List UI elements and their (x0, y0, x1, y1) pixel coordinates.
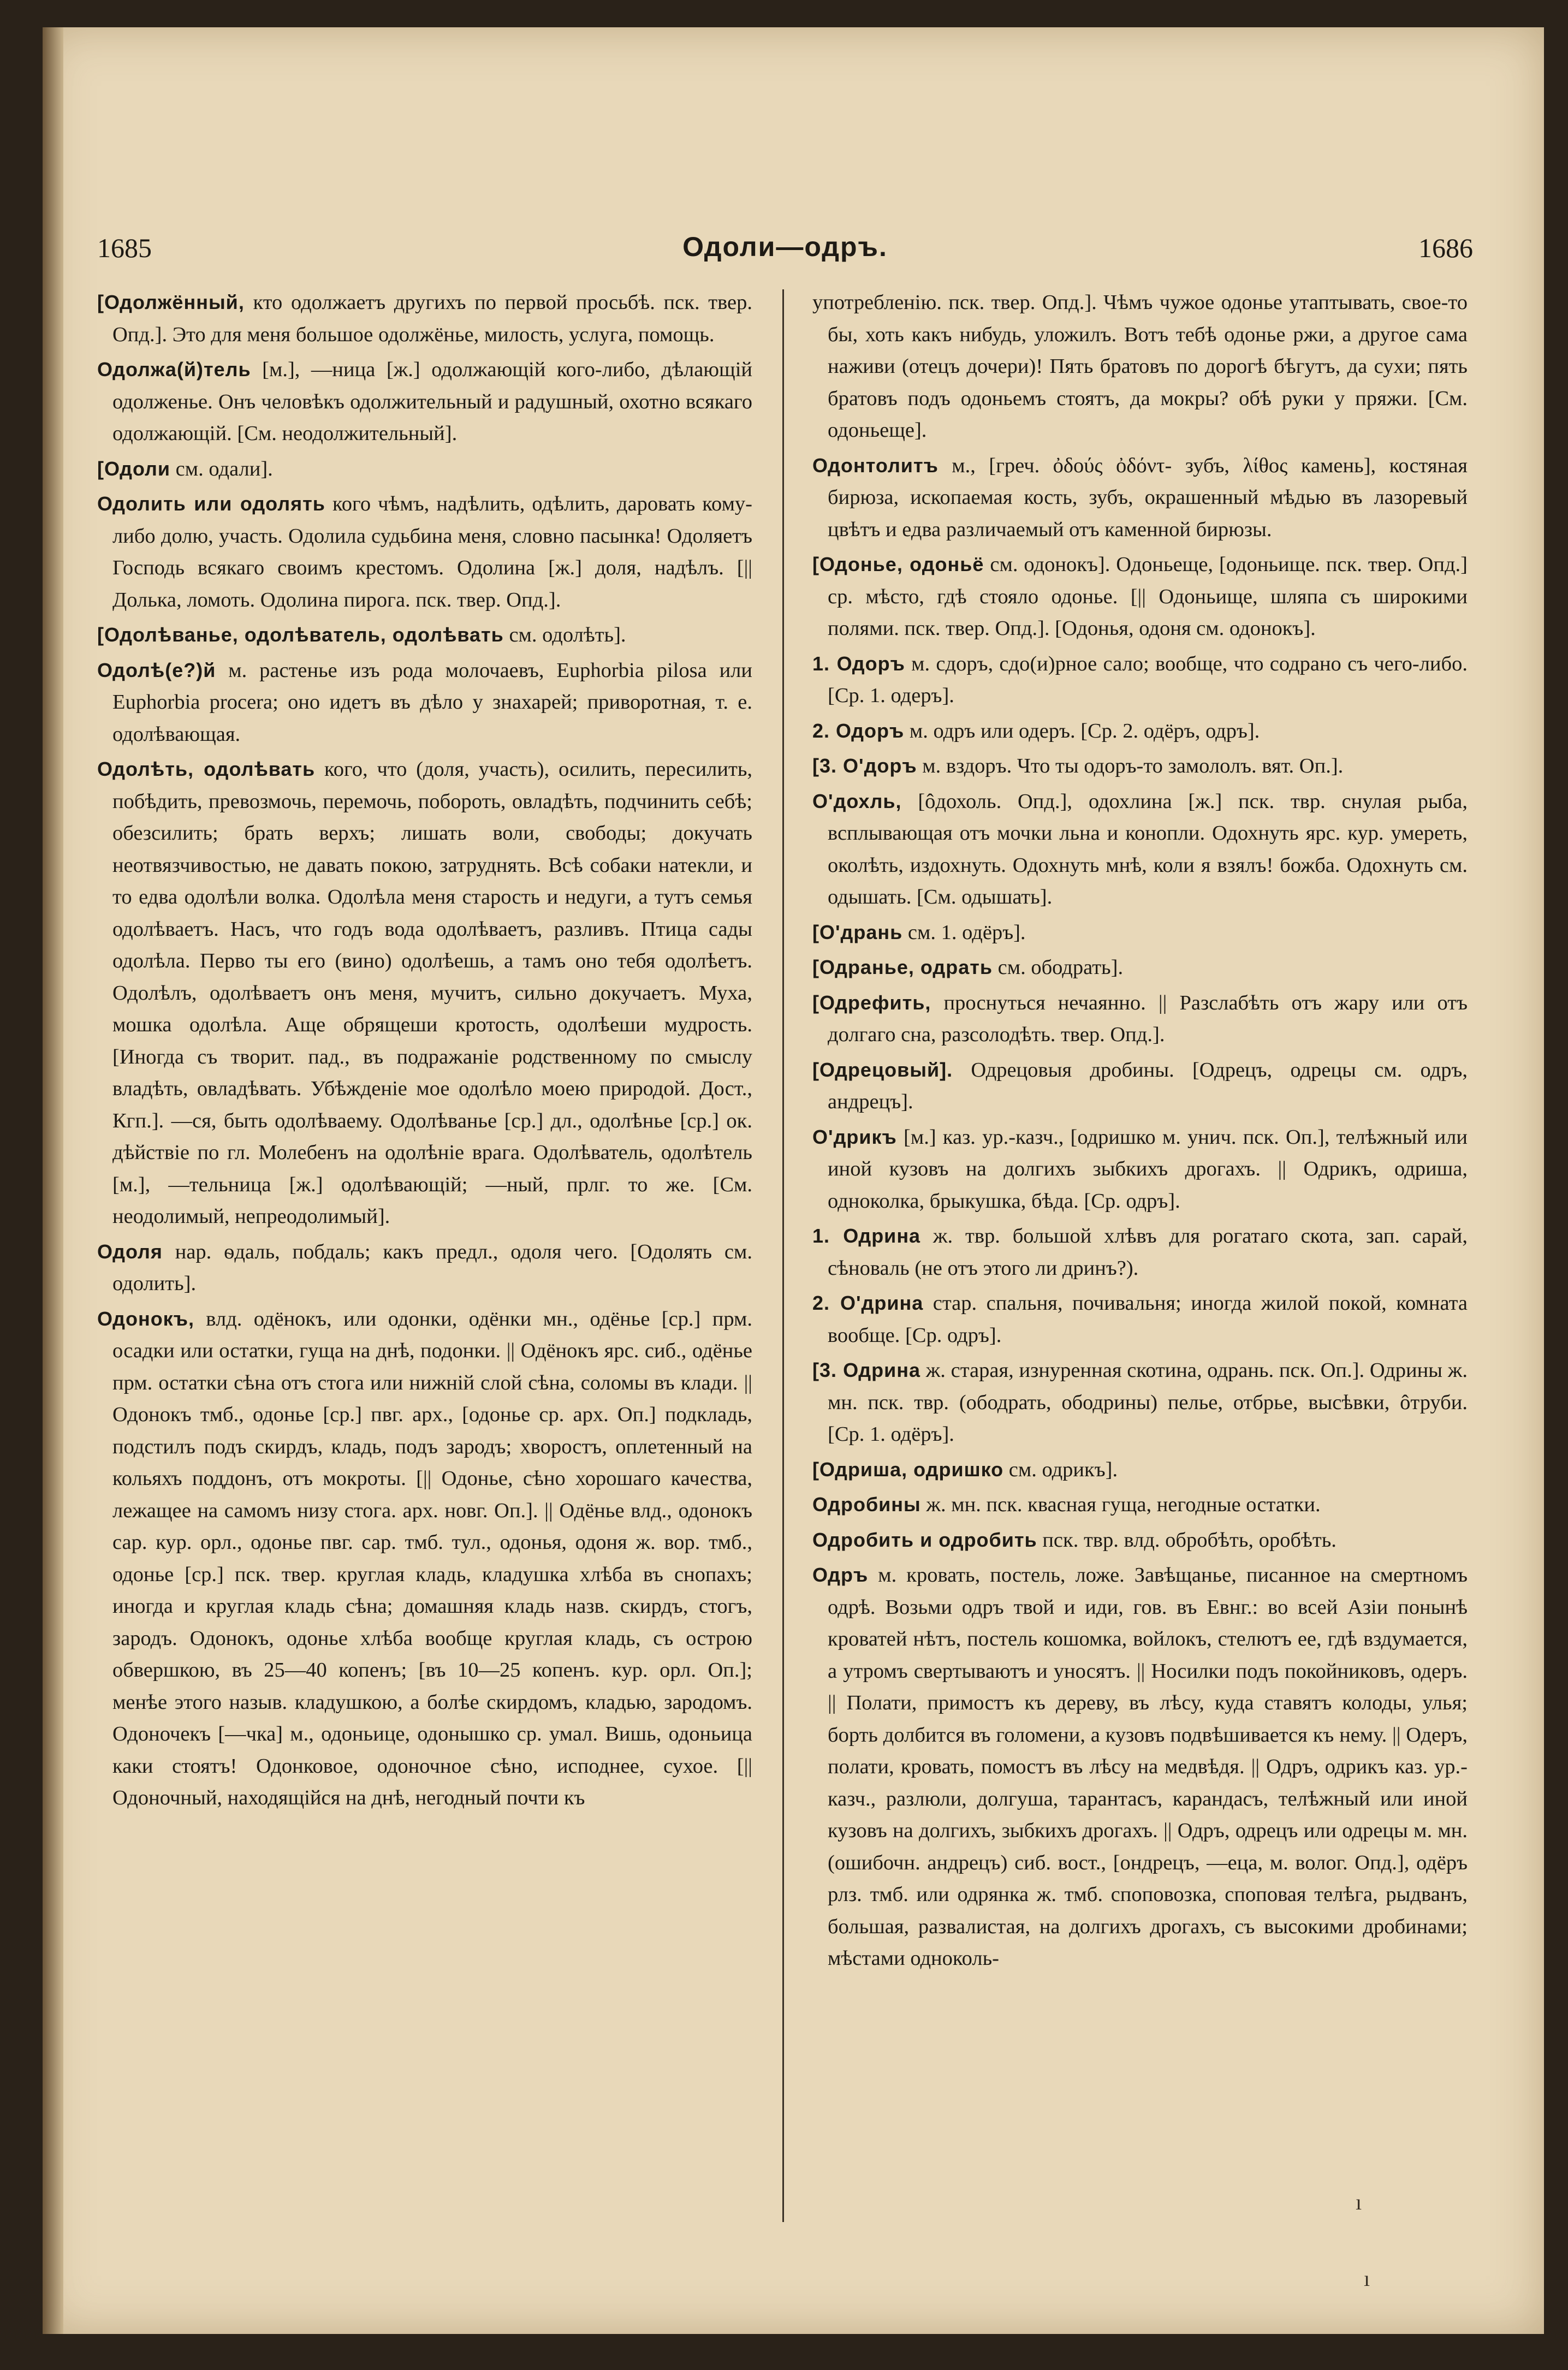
entry-definition: кого чѣмъ, надѣлить, одѣлить, даровать кому-либо долю, участь. Одолила судьбина меня, словно пасынка! Одоляетъ Господь всякаго своимъ крестомъ. Одолина [ж.] доля, надѣлъ. [||Долька, ломоть. Одолина пирога. пск. твер. Опд.]. (112, 492, 752, 611)
book-spine-shadow (43, 27, 63, 2334)
dictionary-entry (812, 715, 1468, 747)
page-header (97, 216, 1473, 276)
dictionary-entry (97, 619, 752, 651)
entry-headword: [Одранье, одрать (812, 956, 993, 978)
margin-mark: ı (1356, 2190, 1362, 2214)
left-column (97, 287, 752, 2230)
dictionary-entry (812, 648, 1468, 712)
entry-headword: 1. Одрина (812, 1225, 921, 1247)
entry-definition: [ôдохоль. Опд.], одохлина [ж.] пск. твр. снулая рыба, всплывающая отъ мочки льна и конопли. Одохнуть ярс. кур. умереть, околѣть, издохнуть. Одохнуть мнѣ, коли я взялъ! божба. Одохнуть см. одышать. [См. одышать]. (828, 789, 1468, 908)
entry-definition: см. одонокъ]. Одоньеще, [одоньище. пск. твер. Опд.] ср. мѣсто, гдѣ стояло одонье. [|| Одоньище, шляпа съ широкими полями. пск. твер. Опд.]. [Одонья, одоня см. одонокъ]. (828, 553, 1468, 640)
entry-headword: Одробины (812, 1493, 921, 1516)
dictionary-entry (812, 450, 1468, 546)
entry-definition: ж. мн. пск. квасная гуща, негодные остатки. (920, 1493, 1321, 1516)
entry-definition: см. одолѣть]. (503, 623, 626, 646)
dictionary-entry (97, 287, 752, 351)
margin-mark: ı (1364, 2266, 1370, 2291)
entry-definition: [м.] каз. ур.-казч., [одришко м. унич. пск. Оп.], телѣжный или иной кузовъ на долгихъ зыбкихъ дрогахъ. || Одрикъ, одриша, одноколка, брыкушка, бѣда. [Ср. одръ]. (828, 1125, 1468, 1213)
dictionary-entry (97, 453, 752, 485)
dictionary-entry (97, 753, 752, 1233)
dictionary-page (43, 27, 1544, 2334)
entry-definition: см. одали]. (170, 457, 273, 480)
entry-headword: [Одолѣванье, одолѣватель, одолѣвать (97, 623, 504, 646)
left-page-number: 1685 (97, 233, 152, 263)
entry-definition: ж. старая, изнуренная скотина, одрань. пск. Оп.]. Одрины ж. мн. пск. твр. (ободрать, ободрины) пелье, отбрье, высѣвки, ôтруби. [Ср. 1. одёръ]. (828, 1359, 1468, 1446)
entry-headword: [3. О'доръ (812, 755, 917, 777)
entry-definition: кто одолжаетъ другихъ по первой просьбѣ. пск. твер. Опд.]. Это для меня большое одолжёнье, милость, услуга, помощь. (112, 291, 752, 346)
right-page-number: 1686 (1418, 233, 1473, 263)
column-divider (782, 289, 784, 2222)
dictionary-entry (97, 1236, 752, 1300)
dictionary-entry (812, 987, 1468, 1051)
entry-definition: [м.], —ница [ж.] одолжающій кого-либо, дѣлающій одолженье. Онъ человѣкъ одолжительный и радушный, охотно всякаго одолжающій. [См. неодолжительный]. (112, 358, 752, 445)
entry-definition: нар. ѳдаль, побдаль; какъ предл., одоля чего. [Одолять см. одолить]. (112, 1240, 752, 1295)
entry-definition: Одрецовыя дробины. [Одрецъ, одрецы см. одръ, андрецъ]. (828, 1058, 1468, 1113)
running-head: Одоли—одръ. (682, 231, 888, 262)
entry-definition: см. ободрать]. (993, 956, 1124, 979)
entry-definition: пск. твр. влд. обробѣть, оробѣть. (1037, 1528, 1337, 1552)
entry-headword: Одонтолитъ (812, 454, 939, 477)
dictionary-entry (97, 1303, 752, 1814)
entry-headword: [Одонье, одоньё (812, 553, 984, 575)
dictionary-entry (97, 488, 752, 616)
right-column (812, 287, 1468, 2230)
entry-headword: [Одолжённый, (97, 291, 245, 313)
dictionary-entry (812, 287, 1468, 447)
dictionary-entry (812, 1489, 1468, 1521)
entry-definition: м. одръ или одеръ. [Ср. 2. одёръ, одръ]. (904, 719, 1260, 743)
dictionary-entry (812, 1220, 1468, 1284)
entry-headword: О'дохль, (812, 789, 902, 812)
dictionary-entry (812, 786, 1468, 913)
entry-headword: О'дрикъ (812, 1125, 897, 1148)
entry-headword: [Одрецовый]. (812, 1058, 953, 1081)
entry-headword: 2. О'дрина (812, 1292, 924, 1314)
entry-definition: м. вздоръ. Что ты одоръ-то замололъ. вят. Оп.]. (917, 755, 1344, 777)
entry-definition: стар. спальня, почивальня; иногда жилой покой, комната вообще. [Ср. одръ]. (828, 1292, 1468, 1347)
entry-headword: [3. Одрина (812, 1359, 920, 1381)
entry-definition: м., [греч. ὀδούς ὀδόντ- зубъ, λίθος камень], костяная бирюза, ископаемая кость, зубъ, окрашенный мѣдью въ лазоревый цвѣтъ и едва различаемый отъ каменной бирюзы. (828, 454, 1468, 541)
dictionary-entry (812, 549, 1468, 645)
entry-headword: 2. Одоръ (812, 719, 905, 742)
entry-definition: влд. одёнокъ, или одонки, одёнки мн., одёнье [ср.] прм. осадки или остатки, гуща на днѣ, подонки. || Одёнокъ ярс. сиб., одёнье прм. остатки сѣна отъ стога или нижній слой сѣна, соломы въ клади. || Одонокъ тмб., одонье [ср.] пвг. арх., [одонье ср. арх. Оп.] подкладь, подстилъ подъ скирдъ, кладь, подъ зародъ; хворостъ, оплетенный на кольяхъ поддонъ, отъ мокроты. [|| Одонье, сѣно хорошаго качества, лежащее на самомъ низу стога. арх. новг. Оп.]. || Одёнье влд., одонокъ сар. кур. орл., одонье пвг. сар. тмб. тул., одонья, одоня ж. вор. тмб., одонье [ср.] пск. твер. круглая кладь, кладушка хлѣба въ снопахъ; иногда и круглая кладь сѣна; домашняя кладь назв. скирдъ, стогъ, зародъ. Одонокъ, одонье хлѣба вообще круглая кладь, съ острою обвершкою, въ 25—40 копенъ; [въ 10—25 копенъ. кур. орл. Оп.]; менѣе этого назыв. кладушкою, а болѣе скирдомъ, кладью, зародомъ. Одоночекъ [—чка] м., одоньице, одонышко ср. умал. Вишь, одоньица каки стоятъ! Одонковое, одоночное сѣно, исподнее, сухое. [|| Одоночный, находящійся на днѣ, негодный почти къ (112, 1307, 752, 1809)
dictionary-entry (812, 1355, 1468, 1451)
entry-headword: Одолжа(й)тель (97, 358, 251, 381)
entry-definition: м. растенье изъ рода молочаевъ, Euphorbia pilosa или Euphorbia procera; оно идетъ въ дѣло у знахарей; приворотная, т. е. одолѣвающая. (112, 658, 752, 746)
dictionary-entry (812, 917, 1468, 949)
entry-headword: [О'дрань (812, 920, 903, 943)
dictionary-entry (812, 1054, 1468, 1118)
entry-definition: см. одрикъ]. (1003, 1458, 1118, 1481)
entry-headword: [Одоли (97, 457, 171, 480)
entry-headword: Одолить или одолять (97, 492, 325, 515)
entry-definition: м. сдоръ, сдо(и)рное сало; вообще, что содрано съ чего-либо. [Ср. 1. одеръ]. (828, 652, 1468, 707)
entry-headword: [Одриша, одришко (812, 1458, 1004, 1481)
entry-headword: Одръ (812, 1564, 869, 1586)
entry-definition: употребленію. пск. твер. Опд.]. Чѣмъ чужое одонье утаптывать, свое-то бы, хоть какъ нибудь, уложилъ. Вотъ тебѣ одонье ржи, а другое сама наживи (отецъ дочери)! Пять братовъ по дорогѣ бѣгутъ, да сухи; пять братовъ подъ одоньемъ стоятъ, да мокры? обѣ руки у пряжи. [См. одоньеще]. (812, 291, 1468, 442)
entry-headword: Одолѣ(е?)й (97, 658, 216, 681)
entry-headword: Одробить и одробить (812, 1528, 1037, 1551)
dictionary-entry (97, 655, 752, 751)
dictionary-entry (812, 1121, 1468, 1217)
dictionary-entry (97, 354, 752, 450)
entry-definition: ж. твр. большой хлѣвъ для рогатаго скота, зап. сарай, сѣноваль (не отъ этого ли дринъ?). (828, 1225, 1468, 1280)
dictionary-entry (812, 1287, 1468, 1351)
entry-headword: Одонокъ, (97, 1307, 194, 1330)
dictionary-entry (812, 1524, 1468, 1557)
entry-headword: Одолѣть, одолѣвать (97, 758, 316, 780)
dictionary-entry (812, 1454, 1468, 1486)
dictionary-entry (812, 952, 1468, 984)
entry-definition: м. кровать, постель, ложе. Завѣщанье, писанное на смертномъ одрѣ. Возьми одръ твой и иди, гов. въ Евнг.: во всей Азіи понынѣ кроватей нѣтъ, постель кошомка, войлокъ, стелютъ ее, гдѣ вздумается, а утромъ свертываютъ и уносятъ. || Носилки подъ покойниковъ, одеръ. || Полати, примостъ къ дереву, въ лѣсу, куда ставятъ колоды, улья; борть долбится въ голомени, а кузовъ подвѣшивается къ нему. || Одеръ, полати, кровать, помостъ въ лѣсу на медвѣдя. || Одръ, одрикъ каз. ур.-казч., разлюли, долгуша, тарантасъ, карандасъ, телѣжный или иной кузовъ на долгихъ, зыбкихъ дрогахъ. || Одръ, одрецъ или одрецы м. мн. (ошибочн. андрецъ) сиб. вост., [ондрецъ, —еца, м. волог. Опд.], одёръ рлз. тмб. или одрянка ж. тмб. споповозка, споповая телѣга, рыдванъ, большая, развалистая, на долгихъ дрогахъ, съ высокими дробинами; мѣстами одноколь- (828, 1564, 1468, 1970)
entry-definition: кого, что (доля, участь), осилить, пересилить, побѣдить, превозмочь, перемочь, побороть, овладѣть, подчинить себѣ; обезсилить; брать верхъ; лишать воли, свободы; докучать неотвязчивостью, не давать покою, затруднять. Всѣ собаки натекли, и то едва одолѣли волка. Одолѣла меня старость и недуги, а тутъ семья одолѣваетъ. Насъ, что годъ вода одолѣваетъ, разливъ. Птица сады одолѣла. Перво ты его (вино) одолѣешь, а тамъ оно тебя одолѣетъ. Одолѣлъ, одолѣваетъ онъ меня, мучитъ, сильно докучаетъ. Муха, мошка одолѣла. Аще обрящеши кротость, одолѣеши мудрость. [Иногда съ творит. пад., въ подражаніе родственному по смыслу владѣть, овладѣвать. Убѣжденіе мое одолѣло моею природой. Дост., Кгп.]. —ся, быть одолѣваему. Одолѣванье [ср.] дл., одолѣнье [ср.] ок. дѣйствіе по гл. Молебенъ на одолѣніе врага. Одолѣватель, одолѣтель [м.], —тельница [ж.] одолѣвающій; —ный, прлг. то же. [См. неодолимый, непреодолимый]. (112, 758, 752, 1228)
dictionary-entry (812, 750, 1468, 782)
entry-definition: см. 1. одёръ]. (902, 920, 1026, 944)
entry-headword: [Одрефить, (812, 991, 931, 1014)
entry-headword: 1. Одоръ (812, 652, 905, 675)
dictionary-entry (812, 1559, 1468, 1975)
entry-definition: проснуться нечаянно. || Разслабѣть отъ жару или отъ долгаго сна, разсолодѣть. твер. Опд.]. (828, 991, 1468, 1046)
entry-headword: Одоля (97, 1240, 163, 1263)
